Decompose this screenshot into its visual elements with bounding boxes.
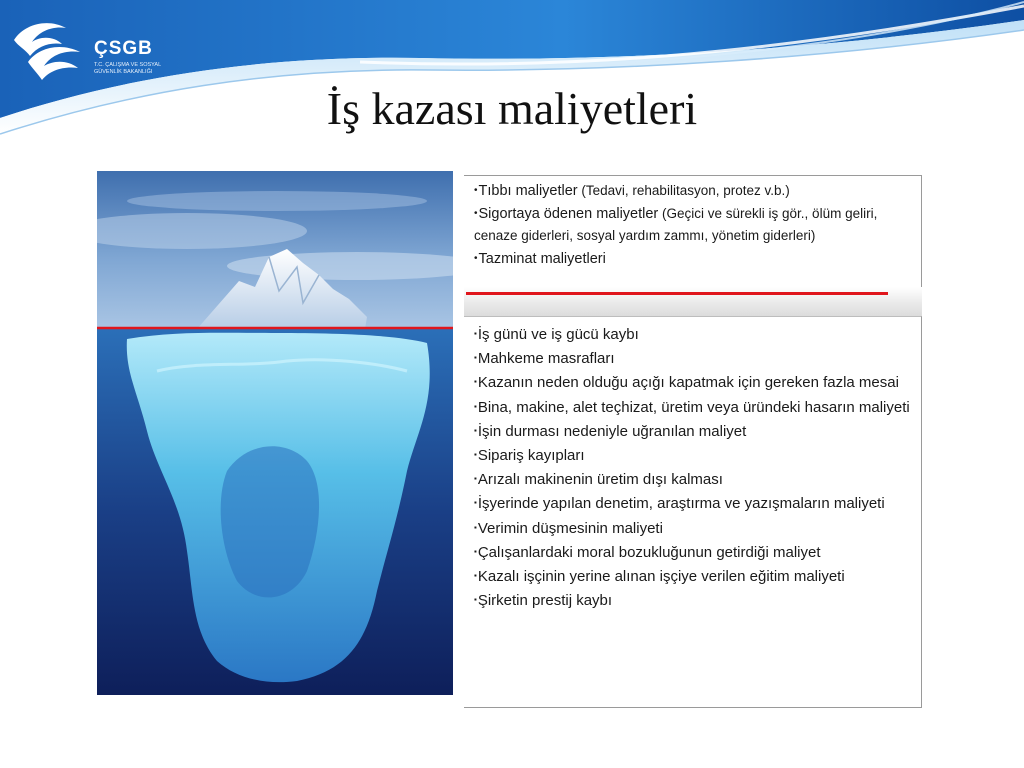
hidden-cost-item [474,516,914,540]
slide-title: İş kazası maliyetleri [326,83,698,134]
visible-cost-main: Tıbbı maliyetler [478,183,578,199]
iceberg-image [97,171,453,695]
square-bullet-marker: ▪ [474,401,477,411]
hidden-cost-text: İşyerinde yapılan denetim, araştırma ve yazışmaların maliyeti [477,495,885,513]
hidden-cost-text: Mahkeme masrafları [477,350,615,368]
square-bullet-marker: ▪ [474,474,477,484]
hidden-cost-text: İş günü ve iş gücü kaybı [477,326,639,343]
hidden-cost-text: İşin durması nedeniyle uğranılan maliyet [477,422,747,440]
bullet-marker: • [474,252,478,264]
square-bullet-marker: ▪ [474,353,477,363]
hidden-cost-text: Çalışanlardaki moral bozukluğunun getirdiği maliyet [477,543,821,561]
logo-subtitle: T.C. ÇALIŞMA VE SOSYAL GÜVENLİK BAKANLIĞI [94,62,161,75]
visible-cost-item [474,248,914,271]
logo-name: ÇSGB [94,38,153,59]
visible-cost-item [474,180,914,203]
hidden-cost-item [474,322,914,346]
visible-cost-note: (Tedavi, rehabilitasyon, protez v.b.) [577,183,790,198]
hidden-cost-text: Verimin düşmesinin maliyeti [477,519,663,537]
square-bullet-marker: ▪ [474,329,477,338]
hidden-cost-text: Kazanın neden olduğu açığı kapatmak için gereken fazla mesai [477,374,899,392]
square-bullet-marker: ▪ [474,498,477,508]
hidden-cost-item [474,346,914,370]
hidden-cost-item [474,588,914,612]
hidden-cost-text: Arızalı makinenin üretim dışı kalması [477,471,723,489]
hidden-cost-item [474,370,914,394]
square-bullet-marker: ▪ [474,571,477,581]
hidden-cost-text: Sipariş kayıpları [477,447,585,465]
bullet-marker: • [474,185,478,196]
hidden-cost-item [474,443,914,467]
visible-costs-list [474,180,914,270]
square-bullet-marker: ▪ [474,546,477,556]
hidden-cost-item [474,491,914,515]
hidden-cost-item [474,467,914,491]
square-bullet-marker: ▪ [474,450,477,460]
square-bullet-marker: ▪ [474,522,477,532]
visible-cost-item [474,203,914,248]
hidden-cost-item [474,540,914,564]
bullet-marker: • [474,207,478,219]
hidden-cost-item [474,564,914,588]
square-bullet-marker: ▪ [474,595,477,605]
hidden-cost-text: Şirketin prestij kaybı [477,592,613,610]
hidden-cost-text: Kazalı işçinin yerine alınan işçiye verilen eğitim maliyeti [477,568,845,586]
hidden-costs-list [474,322,914,612]
hidden-cost-item [474,395,914,419]
square-bullet-marker: ▪ [474,377,477,387]
hidden-cost-item [474,419,914,443]
waterline-divider [466,292,888,295]
hidden-cost-text: Bina, makine, alet teçhizat, üretim veya üründeki hasarın maliyeti [477,398,910,416]
visible-cost-main: Tazminat maliyetleri [478,250,606,267]
square-bullet-marker: ▪ [474,425,477,435]
visible-cost-main: Sigortaya ödenen maliyetler [478,205,659,222]
visible-cost-note: (Geçici ve sürekli iş gör., ölüm geliri, cenaze giderleri, sosyal yardım zammı, yönetim giderleri) [474,205,878,243]
